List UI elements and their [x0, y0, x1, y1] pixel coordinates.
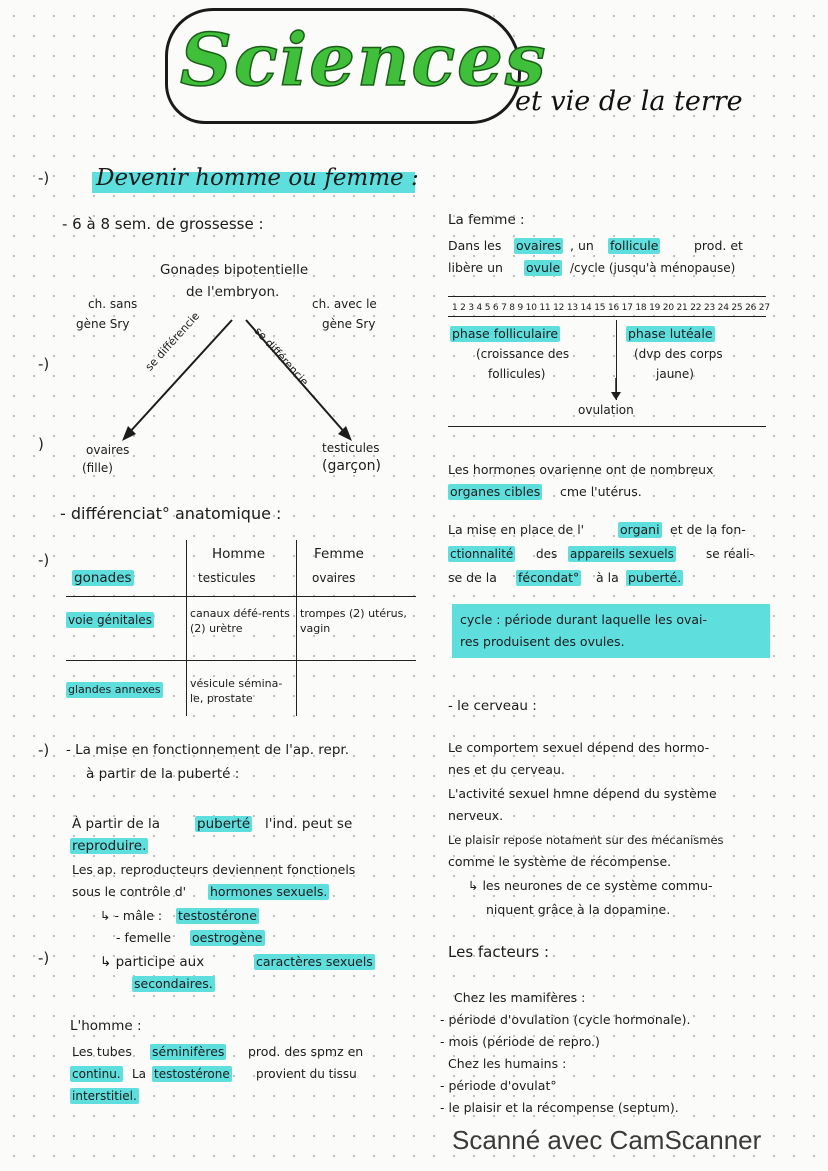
male-hl: testostérone — [178, 908, 257, 923]
cerveau-line5: Le plaisir repose notament sur des mécanismes — [448, 833, 724, 847]
facteurs-title: Les facteurs : — [448, 943, 550, 961]
homme-line1a: Les tubes — [72, 1044, 132, 1059]
femme-line1-hl: ovaires — [516, 238, 562, 253]
facteurs-line2: - période d'ovulation (cycle hormonale). — [440, 1012, 691, 1027]
facteurs-line1: Chez les mamifères : — [454, 990, 586, 1005]
heading-devenir: Devenir homme ou femme : — [96, 165, 419, 191]
femme-line1b: , un — [570, 238, 594, 253]
p1-b: l'ind. peut se — [265, 816, 353, 832]
cycle-def-line2: res produisent des ovules. — [460, 634, 625, 649]
bullet-4: -) — [38, 551, 50, 569]
homme-line2a: La — [132, 1067, 147, 1081]
table-hline-1 — [66, 596, 416, 597]
mise-place-line3b: à la — [596, 570, 619, 585]
bullet-3: ) — [38, 435, 44, 453]
mise-place-line1a: La mise en place de l' — [448, 522, 585, 537]
row-label-gonades: gonades — [74, 570, 132, 586]
mise-place-line2b: des — [536, 547, 558, 561]
p1-a: À partir de la — [72, 816, 160, 832]
mise-fonction-line2: à partir de la puberté : — [86, 766, 240, 782]
femelle-hl: oestrogène — [192, 930, 263, 945]
gonades-line1: Gonades bipotentielle — [160, 262, 309, 278]
cell-voies-homme: canaux défé-rents (2) urètre — [190, 607, 290, 635]
left-branch-line2: gène Sry — [76, 317, 130, 331]
hormones-line2-hl: organes cibles — [450, 484, 541, 499]
femme-line1c: prod. et — [694, 238, 743, 253]
cerveau-title: - le cerveau : — [448, 698, 537, 714]
mise-place-line3a: se de la — [448, 570, 497, 585]
participe-hl: caractères sexuels — [256, 954, 373, 969]
table-vline-2 — [296, 540, 297, 716]
femme-line1a: Dans les — [448, 238, 502, 253]
right-branch-line1: ch. avec le — [312, 297, 377, 311]
left-arrow-label: se différencie — [142, 309, 203, 374]
col-header-femme: Femme — [314, 546, 364, 562]
row-label-glandes: glandes annexes — [68, 683, 161, 696]
femme-title: La femme : — [448, 212, 525, 228]
cerveau-line7: ↳ les neurones de ce système commu- — [468, 878, 713, 893]
cycle-days: 1 2 3 4 5 6 7 8 9 10 11 12 13 14 15 16 17 18 19 20 21 22 23 24 25 26 27 — [452, 303, 770, 313]
participe-a: ↳ participe aux — [100, 954, 205, 970]
homme-line2-hl2: testostérone — [154, 1067, 230, 1081]
homme-line2b: provient du tissu — [256, 1067, 357, 1081]
facteurs-line4: Chez les humains : — [448, 1056, 567, 1071]
p2-line2a: sous le contrôle d' — [72, 884, 187, 899]
p1-hl: puberté — [197, 816, 251, 832]
cerveau-line8: niquent grâce à la dopamine. — [486, 902, 671, 917]
left-result-line2: (fille) — [82, 461, 113, 475]
hormones-line1: Les hormones ovarienne ont de nombreux — [448, 462, 714, 477]
right-arrow-label: se différencie — [251, 324, 311, 389]
right-result-line2: (garçon) — [322, 458, 381, 474]
participe-hl2: secondaires. — [134, 976, 213, 991]
mise-place-line1-hl: organi — [620, 522, 660, 537]
differenciation-title: - différenciat° anatomique : — [60, 504, 282, 523]
cerveau-line6: comme le système de récompense. — [448, 854, 672, 869]
homme-line2-hl: continu. — [72, 1067, 121, 1081]
cell-gonades-homme: testicules — [198, 571, 256, 585]
bullet-2: -) — [38, 355, 50, 373]
scanner-watermark: Scanné avec CamScanner — [452, 1125, 762, 1155]
grossesse-line: - 6 à 8 sem. de grossesse : — [62, 215, 264, 233]
cycle-top-line — [448, 296, 766, 297]
cerveau-line4: nerveux. — [448, 808, 504, 823]
cycle-def-line1: cycle : période durant laquelle les ovai- — [460, 612, 708, 627]
col-header-homme: Homme — [212, 546, 266, 562]
ovulation-arrow — [606, 378, 626, 402]
right-result-line1: testicules — [322, 441, 380, 455]
cell-voies-femme: trompes (2) utérus, vagin — [300, 607, 407, 635]
cerveau-line2: nes et du cerveau. — [448, 762, 565, 777]
facteurs-line6: - le plaisir et la récompense (septum). — [440, 1100, 679, 1115]
table-vline-1 — [186, 540, 187, 716]
mise-place-line3-hl: fécondat° — [518, 570, 580, 585]
p2-hl: hormones sexuels. — [210, 884, 328, 899]
table-hline-2 — [66, 660, 416, 661]
row-label-voies: voie génitales — [68, 613, 152, 627]
p2-line1: Les ap. reproducteurs deviennent fonctionels — [72, 862, 356, 877]
page-subtitle: et vie de la terre — [515, 86, 743, 117]
mise-place-line3-hl2: puberté. — [628, 570, 682, 585]
phase2-line2: (dvp des corps — [634, 347, 723, 361]
homme-line3-hl: interstitiel. — [72, 1089, 137, 1103]
homme-title: L'homme : — [70, 1018, 142, 1034]
phase1-line2: (croissance des — [476, 347, 570, 361]
bullet-devenir: -) — [38, 169, 50, 187]
femelle-label: - femelle — [116, 930, 172, 945]
homme-line1b: prod. des spmz en — [248, 1044, 364, 1059]
right-branch-line2: gène Sry — [322, 317, 376, 331]
femme-line2b: /cycle (jusqu'à ménopause) — [570, 261, 736, 275]
male-label: ↳ - mâle : — [100, 908, 163, 923]
cell-gonades-femme: ovaires — [312, 571, 356, 585]
p1-hl2: reproduire. — [72, 838, 147, 854]
femme-line1-hl2: follicule — [610, 238, 659, 253]
ovulation-label: ovulation — [578, 403, 634, 417]
mise-place-line1b: et de la fon- — [670, 522, 746, 537]
mise-place-line2c: se réali- — [706, 547, 754, 561]
phase1-hl: phase folliculaire — [452, 326, 559, 341]
mise-fonction-line1: - La mise en fonctionnement de l'ap. repr. — [66, 742, 350, 758]
femme-line2-hl: ovule — [526, 260, 561, 275]
mise-place-line2-hl: ctionnalité — [450, 547, 514, 561]
gonades-line2: de l'embryon. — [186, 284, 280, 300]
hormones-line2b: cme l'utérus. — [560, 484, 642, 499]
bullet-5: -) — [38, 741, 50, 759]
mise-place-line2-hl2: appareils sexuels — [570, 547, 674, 561]
bullet-6: -) — [38, 949, 50, 967]
facteurs-line5: - période d'ovulat° — [440, 1078, 557, 1093]
femme-line2a: libère un — [448, 260, 503, 275]
cerveau-line1: Le comportem sexuel dépend des hormo- — [448, 740, 710, 755]
facteurs-line3: - mois (période de repro.) — [440, 1034, 600, 1049]
page-title: Sciences — [180, 17, 548, 102]
cell-glandes-homme: vésicule sémina-le, prostate — [190, 677, 283, 705]
homme-line1-hl: séminifères — [152, 1044, 225, 1059]
left-branch-line1: ch. sans — [88, 297, 138, 311]
left-result-line1: ovaires — [86, 443, 130, 457]
phase1-line3: follicules) — [488, 367, 546, 381]
phase2-line3: jaune) — [656, 367, 694, 381]
cycle-bottom-line — [448, 426, 766, 427]
cerveau-line3: L'activité sexuel hmne dépend du système — [448, 786, 717, 801]
phase2-hl: phase lutéale — [628, 326, 713, 341]
cycle-days-underline — [448, 316, 766, 317]
